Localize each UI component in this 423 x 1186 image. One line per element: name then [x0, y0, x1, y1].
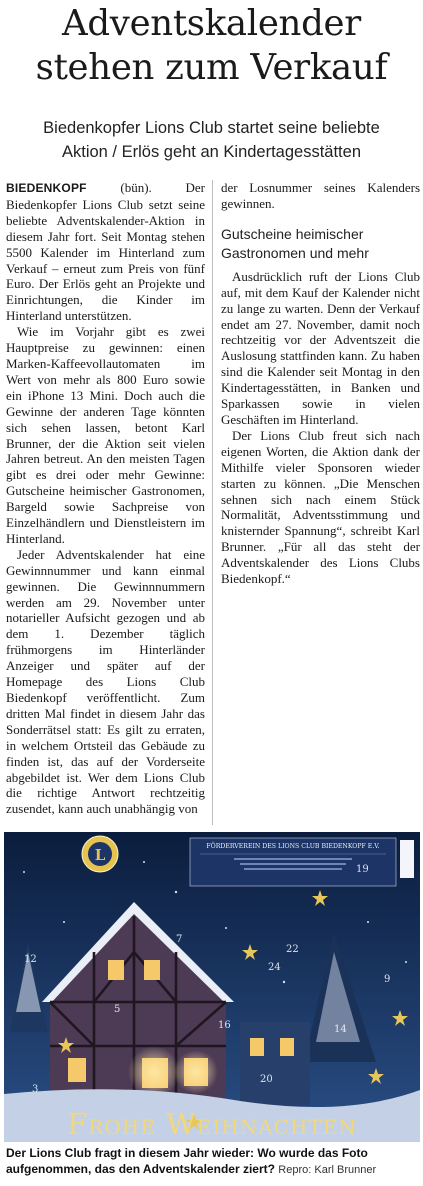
body-paragraph: Der Lions Club freut sich nach eigenen Worten, die Aktion dank der Mithilfe vieler Sponsoren wieder starten zu können. „Die Menschen sehnen sich nach einem Stück Normalität, Adventsstimmung und knisternder Spannung“, schreibt Karl Brunner. „Für all das steht der Adventskalender des Lions Clubs Biedenkopf.“ — [221, 427, 420, 587]
door-number: 1 — [408, 864, 415, 875]
door-number: 16 — [218, 1020, 231, 1031]
body-paragraph: Ausdrücklich ruft der Lions Club auf, mit dem Kauf der Kalender nicht zu lange zu warten. Denn der Verkauf endet am 27. November, damit noch rechtzeitig vor der Adventszeit die Auslosung stattfinden kann. Zu haben sind die Kalender seit Montag in den Kindertagesstätten, in Banken und Sparkassen sowie in vielen Geschäften im Hinterland. — [221, 268, 420, 427]
door-number: 14 — [334, 1024, 347, 1035]
photo-caption — [6, 1146, 420, 1178]
lead-paragraph — [6, 180, 205, 324]
lead-text: (bün). Der Biedenkopfer Lions Club setzt seine beliebte Adventskalender-Aktion in diesem Jahr fort. Seit Montag stehen 5500 Kalender im Hinterland zum Verkauf – erneut zum Preis von fünf Euro. Der Erlös geht an Projekte und Einrichtungen, die Kinder im Hinterland unterstützen. — [6, 180, 205, 324]
body-paragraph-continued: der Losnummer seines Kalenders gewinnen. — [221, 180, 420, 211]
article-subheading: Gutscheine heimischer Gastronomen und mehr — [221, 225, 369, 261]
body-paragraph: Wie im Vorjahr gibt es zwei Hauptpreise zu gewinnen: einen Marken-Kaffeevollautomaten im Wert von mehr als 800 Euro sowie ein iPhone 13 Mini. Doch auch die Gewinne der anderen Tage könnten sich sehen lassen, betont Karl Brunner, der die Aktion seit vielen Jahren betreut. An den meisten Tagen gibt es drei oder mehr Gewinne: Gutscheine heimischer Gastronomen, Bargeld sowie Sachpreise von Einzelhändlern und Dienstleistern im Hinterland. — [6, 324, 205, 546]
subheadline-line-1: Biedenkopfer Lions Club startet seine beliebte — [43, 119, 380, 137]
door-number: 12 — [24, 954, 37, 965]
door-number: 3 — [32, 1084, 39, 1095]
door-number: 22 — [286, 944, 299, 955]
door-number: 5 — [114, 1004, 121, 1015]
headline — [0, 2, 423, 90]
column-divider — [212, 180, 213, 825]
advent-calendar-photo — [4, 832, 420, 1142]
headline-line-1: Adventskalender — [62, 3, 361, 44]
lions-logo-letter: L — [94, 846, 106, 864]
door-number: 7 — [176, 934, 183, 945]
article-column-right — [221, 180, 420, 587]
door-number: 19 — [356, 864, 369, 875]
headline-line-2: stehen zum Verkauf — [35, 47, 388, 88]
caption-text: Der Lions Club fragt in diesem Jahr wieder: Wo wurde das Foto aufgenommen, das den Adventskalender ziert? — [6, 1146, 368, 1176]
door-number: 9 — [384, 974, 391, 985]
door-number: 24 — [268, 962, 281, 973]
door-number: 20 — [260, 1074, 273, 1085]
greeting-text: Frohe Weihnachten — [67, 1107, 357, 1141]
dateline: BIEDENKOPF — [6, 181, 87, 195]
photo-credit: Repro: Karl Brunner — [278, 1163, 377, 1176]
article-column-left — [6, 180, 205, 817]
right-building — [240, 1022, 310, 1106]
body-paragraph: Jeder Adventskalender hat eine Gewinnnummer und kann einmal gewinnen. Die Gewinnnummern werden am 29. November unter notarieller Aufsicht gezogen und ab dem 1. Dezember täglich frühmorgens im Hinterländer Anzeiger und später auf der Homepage des Lions Club Biedenkopf veröffentlicht. Zum dritten Mal findet in diesem Jahr das Sonderrätsel statt: Es gilt zu erraten, in welchem Ortsteil das Gebäude zu finden ist, das auf der Vorderseite abgebildet ist. Wer dem Lions Club die richtige Antwort rechtzeitig zusendet, kann auch unabhängig von — [6, 546, 205, 817]
subheadline — [0, 116, 423, 164]
banner-text: FÖRDERVEREIN DES LIONS CLUB BIEDENKOPF E.V. — [206, 843, 380, 850]
subheadline-line-2: Aktion / Erlös geht an Kindertagesstätten — [61, 143, 361, 161]
